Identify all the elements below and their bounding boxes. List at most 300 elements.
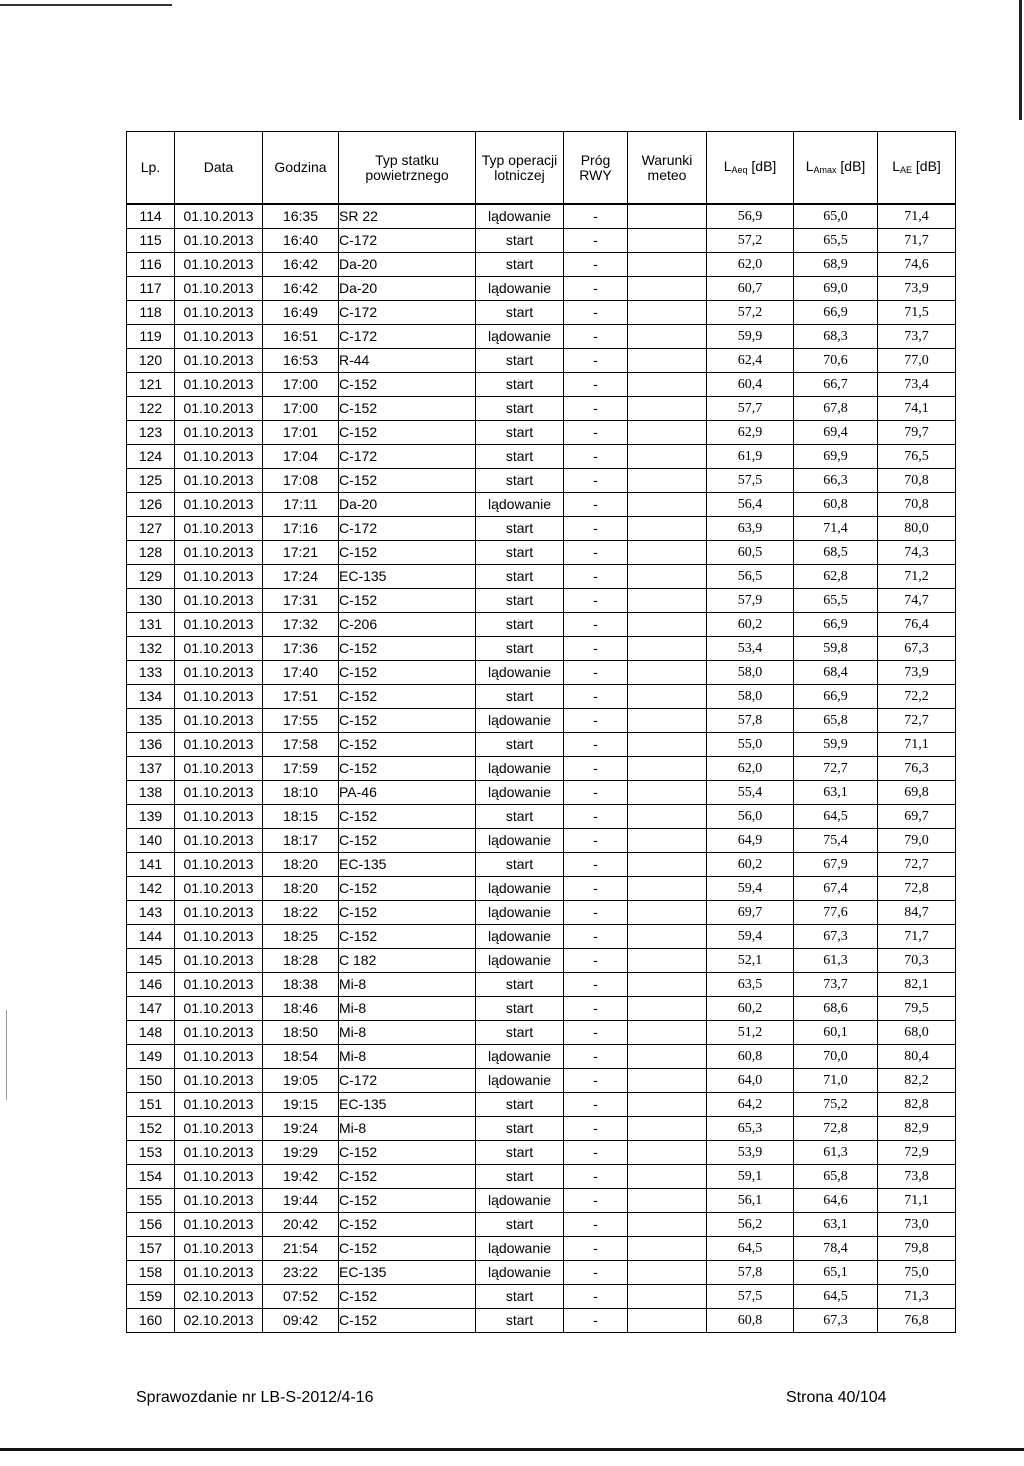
cell-date: 01.10.2013 bbox=[175, 421, 263, 445]
cell-aircraft-type: C-152 bbox=[339, 469, 476, 493]
cell-lp: 140 bbox=[127, 829, 175, 853]
cell-laeq: 62,9 bbox=[707, 421, 794, 445]
cell-lp: 124 bbox=[127, 445, 175, 469]
cell-laeq: 52,1 bbox=[707, 949, 794, 973]
cell-lp: 144 bbox=[127, 925, 175, 949]
cell-date: 02.10.2013 bbox=[175, 1309, 263, 1333]
cell-operation-type: lądowanie bbox=[476, 1237, 564, 1261]
table-row bbox=[127, 397, 956, 421]
cell-laeq: 60,5 bbox=[707, 541, 794, 565]
cell-operation-type: start bbox=[476, 445, 564, 469]
cell-operation-type: start bbox=[476, 469, 564, 493]
cell-aircraft-type: R-44 bbox=[339, 349, 476, 373]
cell-runway-threshold: - bbox=[564, 1309, 628, 1333]
cell-lp: 157 bbox=[127, 1237, 175, 1261]
table-body bbox=[127, 204, 956, 1333]
cell-laeq: 56,1 bbox=[707, 1189, 794, 1213]
cell-weather bbox=[628, 877, 707, 901]
cell-lae: 84,7 bbox=[878, 901, 956, 925]
table-row bbox=[127, 541, 956, 565]
cell-aircraft-type: EC-135 bbox=[339, 853, 476, 877]
cell-runway-threshold: - bbox=[564, 853, 628, 877]
cell-runway-threshold: - bbox=[564, 541, 628, 565]
cell-aircraft-type: Mi-8 bbox=[339, 1117, 476, 1141]
cell-runway-threshold: - bbox=[564, 685, 628, 709]
cell-date: 01.10.2013 bbox=[175, 565, 263, 589]
cell-lae: 74,1 bbox=[878, 397, 956, 421]
cell-date: 01.10.2013 bbox=[175, 757, 263, 781]
cell-time: 18:20 bbox=[263, 853, 339, 877]
cell-laeq: 65,3 bbox=[707, 1117, 794, 1141]
cell-weather bbox=[628, 1021, 707, 1045]
cell-lamax: 67,3 bbox=[794, 1309, 878, 1333]
cell-date: 01.10.2013 bbox=[175, 517, 263, 541]
cell-date: 01.10.2013 bbox=[175, 301, 263, 325]
table-row bbox=[127, 1021, 956, 1045]
cell-operation-type: lądowanie bbox=[476, 877, 564, 901]
cell-weather bbox=[628, 1309, 707, 1333]
cell-laeq: 59,4 bbox=[707, 925, 794, 949]
cell-time: 17:01 bbox=[263, 421, 339, 445]
table-row bbox=[127, 1069, 956, 1093]
cell-laeq: 57,2 bbox=[707, 301, 794, 325]
cell-aircraft-type: Da-20 bbox=[339, 253, 476, 277]
cell-time: 16:42 bbox=[263, 253, 339, 277]
cell-laeq: 63,5 bbox=[707, 973, 794, 997]
cell-aircraft-type: C-152 bbox=[339, 1285, 476, 1309]
cell-lamax: 65,5 bbox=[794, 589, 878, 613]
cell-time: 18:46 bbox=[263, 997, 339, 1021]
cell-lamax: 75,4 bbox=[794, 829, 878, 853]
cell-operation-type: lądowanie bbox=[476, 829, 564, 853]
cell-operation-type: start bbox=[476, 301, 564, 325]
cell-laeq: 64,9 bbox=[707, 829, 794, 853]
cell-operation-type: start bbox=[476, 349, 564, 373]
cell-weather bbox=[628, 973, 707, 997]
table-row bbox=[127, 301, 956, 325]
cell-time: 18:28 bbox=[263, 949, 339, 973]
cell-lamax: 67,3 bbox=[794, 925, 878, 949]
cell-weather bbox=[628, 421, 707, 445]
cell-weather bbox=[628, 613, 707, 637]
cell-lae: 79,8 bbox=[878, 1237, 956, 1261]
cell-lamax: 70,6 bbox=[794, 349, 878, 373]
cell-date: 01.10.2013 bbox=[175, 1093, 263, 1117]
cell-lamax: 69,4 bbox=[794, 421, 878, 445]
cell-weather bbox=[628, 733, 707, 757]
cell-lamax: 65,0 bbox=[794, 204, 878, 229]
cell-time: 17:08 bbox=[263, 469, 339, 493]
cell-lae: 70,8 bbox=[878, 493, 956, 517]
cell-runway-threshold: - bbox=[564, 204, 628, 229]
cell-lamax: 68,9 bbox=[794, 253, 878, 277]
cell-aircraft-type: C-172 bbox=[339, 229, 476, 253]
cell-lp: 156 bbox=[127, 1213, 175, 1237]
cell-lamax: 62,8 bbox=[794, 565, 878, 589]
cell-weather bbox=[628, 565, 707, 589]
cell-lamax: 59,8 bbox=[794, 637, 878, 661]
cell-runway-threshold: - bbox=[564, 877, 628, 901]
cell-lae: 73,0 bbox=[878, 1213, 956, 1237]
cell-lae: 74,7 bbox=[878, 589, 956, 613]
cell-lamax: 65,8 bbox=[794, 709, 878, 733]
cell-date: 01.10.2013 bbox=[175, 397, 263, 421]
cell-lae: 73,9 bbox=[878, 661, 956, 685]
cell-runway-threshold: - bbox=[564, 1189, 628, 1213]
cell-lae: 75,0 bbox=[878, 1261, 956, 1285]
cell-time: 17:36 bbox=[263, 637, 339, 661]
table-row bbox=[127, 1189, 956, 1213]
cell-lae: 76,3 bbox=[878, 757, 956, 781]
cell-weather bbox=[628, 1093, 707, 1117]
cell-lae: 69,8 bbox=[878, 781, 956, 805]
cell-lp: 139 bbox=[127, 805, 175, 829]
cell-lae: 82,1 bbox=[878, 973, 956, 997]
cell-time: 17:40 bbox=[263, 661, 339, 685]
cell-laeq: 62,0 bbox=[707, 253, 794, 277]
cell-lamax: 70,0 bbox=[794, 1045, 878, 1069]
cell-lae: 71,4 bbox=[878, 204, 956, 229]
cell-operation-type: lądowanie bbox=[476, 325, 564, 349]
cell-operation-type: start bbox=[476, 1165, 564, 1189]
cell-laeq: 60,2 bbox=[707, 997, 794, 1021]
cell-lamax: 59,9 bbox=[794, 733, 878, 757]
cell-lamax: 67,4 bbox=[794, 877, 878, 901]
cell-lp: 121 bbox=[127, 373, 175, 397]
cell-lp: 138 bbox=[127, 781, 175, 805]
cell-aircraft-type: C-152 bbox=[339, 805, 476, 829]
cell-weather bbox=[628, 253, 707, 277]
cell-aircraft-type: C-152 bbox=[339, 901, 476, 925]
cell-aircraft-type: C-152 bbox=[339, 1165, 476, 1189]
cell-aircraft-type: C-152 bbox=[339, 421, 476, 445]
cell-lae: 72,8 bbox=[878, 877, 956, 901]
cell-operation-type: lądowanie bbox=[476, 901, 564, 925]
cell-date: 01.10.2013 bbox=[175, 277, 263, 301]
table-row bbox=[127, 1309, 956, 1333]
cell-lamax: 66,9 bbox=[794, 685, 878, 709]
top-rule bbox=[0, 4, 172, 6]
cell-time: 07:52 bbox=[263, 1285, 339, 1309]
cell-date: 01.10.2013 bbox=[175, 781, 263, 805]
cell-time: 17:31 bbox=[263, 589, 339, 613]
cell-time: 19:24 bbox=[263, 1117, 339, 1141]
cell-time: 18:17 bbox=[263, 829, 339, 853]
cell-time: 17:58 bbox=[263, 733, 339, 757]
cell-aircraft-type: C-152 bbox=[339, 829, 476, 853]
cell-lae: 74,6 bbox=[878, 253, 956, 277]
cell-aircraft-type: PA-46 bbox=[339, 781, 476, 805]
cell-lp: 150 bbox=[127, 1069, 175, 1093]
cell-weather bbox=[628, 1069, 707, 1093]
cell-lamax: 67,8 bbox=[794, 397, 878, 421]
cell-date: 01.10.2013 bbox=[175, 973, 263, 997]
cell-operation-type: lądowanie bbox=[476, 781, 564, 805]
cell-lamax: 66,3 bbox=[794, 469, 878, 493]
cell-weather bbox=[628, 1165, 707, 1189]
cell-runway-threshold: - bbox=[564, 661, 628, 685]
cell-date: 01.10.2013 bbox=[175, 949, 263, 973]
cell-date: 01.10.2013 bbox=[175, 325, 263, 349]
cell-operation-type: lądowanie bbox=[476, 1189, 564, 1213]
cell-runway-threshold: - bbox=[564, 949, 628, 973]
cell-aircraft-type: Da-20 bbox=[339, 493, 476, 517]
table-row bbox=[127, 565, 956, 589]
cell-time: 21:54 bbox=[263, 1237, 339, 1261]
cell-date: 02.10.2013 bbox=[175, 1285, 263, 1309]
cell-runway-threshold: - bbox=[564, 445, 628, 469]
cell-date: 01.10.2013 bbox=[175, 445, 263, 469]
cell-lae: 71,1 bbox=[878, 733, 956, 757]
cell-operation-type: start bbox=[476, 733, 564, 757]
cell-time: 20:42 bbox=[263, 1213, 339, 1237]
cell-lamax: 72,8 bbox=[794, 1117, 878, 1141]
cell-time: 18:10 bbox=[263, 781, 339, 805]
table-row bbox=[127, 229, 956, 253]
report-number: Sprawozdanie nr LB-S-2012/4-16 bbox=[136, 1389, 374, 1406]
cell-lp: 154 bbox=[127, 1165, 175, 1189]
cell-laeq: 57,5 bbox=[707, 1285, 794, 1309]
cell-aircraft-type: C-152 bbox=[339, 1141, 476, 1165]
cell-lamax: 65,1 bbox=[794, 1261, 878, 1285]
cell-laeq: 60,4 bbox=[707, 373, 794, 397]
cell-lamax: 67,9 bbox=[794, 853, 878, 877]
cell-lae: 72,7 bbox=[878, 853, 956, 877]
cell-date: 01.10.2013 bbox=[175, 1021, 263, 1045]
cell-laeq: 56,9 bbox=[707, 204, 794, 229]
cell-operation-type: lądowanie bbox=[476, 1069, 564, 1093]
cell-operation-type: start bbox=[476, 589, 564, 613]
cell-laeq: 64,0 bbox=[707, 1069, 794, 1093]
cell-date: 01.10.2013 bbox=[175, 829, 263, 853]
cell-date: 01.10.2013 bbox=[175, 349, 263, 373]
cell-aircraft-type: Mi-8 bbox=[339, 1021, 476, 1045]
cell-weather bbox=[628, 709, 707, 733]
cell-weather bbox=[628, 517, 707, 541]
table-row bbox=[127, 445, 956, 469]
cell-operation-type: start bbox=[476, 613, 564, 637]
cell-operation-type: lądowanie bbox=[476, 1045, 564, 1069]
cell-weather bbox=[628, 781, 707, 805]
cell-laeq: 53,9 bbox=[707, 1141, 794, 1165]
cell-date: 01.10.2013 bbox=[175, 853, 263, 877]
cell-lae: 72,2 bbox=[878, 685, 956, 709]
cell-aircraft-type: Mi-8 bbox=[339, 1045, 476, 1069]
cell-weather bbox=[628, 1285, 707, 1309]
cell-lp: 149 bbox=[127, 1045, 175, 1069]
cell-aircraft-type: C-152 bbox=[339, 541, 476, 565]
table-row bbox=[127, 277, 956, 301]
cell-lae: 73,7 bbox=[878, 325, 956, 349]
cell-runway-threshold: - bbox=[564, 421, 628, 445]
table-row bbox=[127, 757, 956, 781]
header-operation-type: Typ operacji lotniczej bbox=[476, 132, 564, 205]
table-row bbox=[127, 517, 956, 541]
cell-lp: 127 bbox=[127, 517, 175, 541]
cell-date: 01.10.2013 bbox=[175, 685, 263, 709]
cell-runway-threshold: - bbox=[564, 733, 628, 757]
table-row bbox=[127, 661, 956, 685]
cell-operation-type: start bbox=[476, 1141, 564, 1165]
cell-aircraft-type: C-152 bbox=[339, 685, 476, 709]
header-laeq: $L_{Aeq}$ [dB] bbox=[707, 132, 794, 205]
cell-weather bbox=[628, 397, 707, 421]
cell-lae: 71,5 bbox=[878, 301, 956, 325]
cell-laeq: 55,0 bbox=[707, 733, 794, 757]
cell-time: 19:42 bbox=[263, 1165, 339, 1189]
cell-aircraft-type: C-152 bbox=[339, 733, 476, 757]
cell-weather bbox=[628, 661, 707, 685]
table-row bbox=[127, 853, 956, 877]
cell-weather bbox=[628, 829, 707, 853]
cell-runway-threshold: - bbox=[564, 781, 628, 805]
cell-date: 01.10.2013 bbox=[175, 493, 263, 517]
cell-aircraft-type: C-152 bbox=[339, 1309, 476, 1333]
cell-operation-type: start bbox=[476, 637, 564, 661]
cell-runway-threshold: - bbox=[564, 493, 628, 517]
cell-lamax: 71,4 bbox=[794, 517, 878, 541]
cell-time: 18:38 bbox=[263, 973, 339, 997]
cell-lae: 73,4 bbox=[878, 373, 956, 397]
cell-lae: 71,2 bbox=[878, 565, 956, 589]
cell-aircraft-type: C-152 bbox=[339, 877, 476, 901]
cell-aircraft-type: Mi-8 bbox=[339, 973, 476, 997]
cell-laeq: 56,0 bbox=[707, 805, 794, 829]
cell-lamax: 72,7 bbox=[794, 757, 878, 781]
cell-aircraft-type: SR 22 bbox=[339, 204, 476, 229]
cell-weather bbox=[628, 541, 707, 565]
cell-lae: 71,7 bbox=[878, 925, 956, 949]
cell-time: 19:29 bbox=[263, 1141, 339, 1165]
cell-operation-type: lądowanie bbox=[476, 757, 564, 781]
cell-operation-type: lądowanie bbox=[476, 1261, 564, 1285]
cell-weather bbox=[628, 325, 707, 349]
cell-lamax: 61,3 bbox=[794, 1141, 878, 1165]
cell-weather bbox=[628, 204, 707, 229]
cell-aircraft-type: EC-135 bbox=[339, 1093, 476, 1117]
cell-weather bbox=[628, 229, 707, 253]
cell-aircraft-type: C-152 bbox=[339, 709, 476, 733]
cell-operation-type: start bbox=[476, 253, 564, 277]
cell-operation-type: start bbox=[476, 853, 564, 877]
cell-aircraft-type: C-172 bbox=[339, 301, 476, 325]
cell-runway-threshold: - bbox=[564, 829, 628, 853]
cell-aircraft-type: EC-135 bbox=[339, 1261, 476, 1285]
cell-time: 16:53 bbox=[263, 349, 339, 373]
header-date: Data bbox=[175, 132, 263, 205]
cell-lp: 141 bbox=[127, 853, 175, 877]
cell-time: 17:16 bbox=[263, 517, 339, 541]
cell-lamax: 63,1 bbox=[794, 781, 878, 805]
cell-lp: 159 bbox=[127, 1285, 175, 1309]
cell-runway-threshold: - bbox=[564, 1093, 628, 1117]
cell-laeq: 57,8 bbox=[707, 709, 794, 733]
cell-lp: 153 bbox=[127, 1141, 175, 1165]
cell-lp: 120 bbox=[127, 349, 175, 373]
cell-operation-type: start bbox=[476, 373, 564, 397]
cell-lp: 143 bbox=[127, 901, 175, 925]
cell-lamax: 71,0 bbox=[794, 1069, 878, 1093]
cell-operation-type: start bbox=[476, 685, 564, 709]
cell-lamax: 69,0 bbox=[794, 277, 878, 301]
cell-operation-type: start bbox=[476, 1117, 564, 1141]
cell-lp: 134 bbox=[127, 685, 175, 709]
cell-runway-threshold: - bbox=[564, 253, 628, 277]
cell-lamax: 60,8 bbox=[794, 493, 878, 517]
cell-laeq: 61,9 bbox=[707, 445, 794, 469]
table-row bbox=[127, 1261, 956, 1285]
cell-lamax: 75,2 bbox=[794, 1093, 878, 1117]
cell-lamax: 68,3 bbox=[794, 325, 878, 349]
cell-lp: 152 bbox=[127, 1117, 175, 1141]
table-row bbox=[127, 589, 956, 613]
cell-time: 23:22 bbox=[263, 1261, 339, 1285]
cell-weather bbox=[628, 637, 707, 661]
cell-laeq: 59,9 bbox=[707, 325, 794, 349]
cell-laeq: 57,8 bbox=[707, 1261, 794, 1285]
cell-aircraft-type: C-152 bbox=[339, 925, 476, 949]
cell-lp: 128 bbox=[127, 541, 175, 565]
cell-lp: 151 bbox=[127, 1093, 175, 1117]
cell-aircraft-type: EC-135 bbox=[339, 565, 476, 589]
table-row bbox=[127, 733, 956, 757]
cell-lp: 158 bbox=[127, 1261, 175, 1285]
cell-aircraft-type: C-152 bbox=[339, 1213, 476, 1237]
cell-lp: 136 bbox=[127, 733, 175, 757]
cell-aircraft-type: C-152 bbox=[339, 373, 476, 397]
header-runway-threshold: Próg RWY bbox=[564, 132, 628, 205]
cell-runway-threshold: - bbox=[564, 373, 628, 397]
cell-time: 17:51 bbox=[263, 685, 339, 709]
cell-operation-type: start bbox=[476, 805, 564, 829]
cell-runway-threshold: - bbox=[564, 973, 628, 997]
table-row bbox=[127, 877, 956, 901]
cell-time: 19:05 bbox=[263, 1069, 339, 1093]
cell-laeq: 57,5 bbox=[707, 469, 794, 493]
cell-laeq: 60,7 bbox=[707, 277, 794, 301]
cell-laeq: 60,8 bbox=[707, 1309, 794, 1333]
cell-date: 01.10.2013 bbox=[175, 997, 263, 1021]
cell-aircraft-type: C 182 bbox=[339, 949, 476, 973]
cell-laeq: 62,4 bbox=[707, 349, 794, 373]
cell-time: 16:40 bbox=[263, 229, 339, 253]
right-edge-rule bbox=[1019, 0, 1022, 120]
cell-runway-threshold: - bbox=[564, 1261, 628, 1285]
cell-time: 16:35 bbox=[263, 204, 339, 229]
cell-weather bbox=[628, 805, 707, 829]
cell-lp: 114 bbox=[127, 204, 175, 229]
cell-lae: 72,9 bbox=[878, 1141, 956, 1165]
cell-lamax: 64,5 bbox=[794, 1285, 878, 1309]
cell-lamax: 60,1 bbox=[794, 1021, 878, 1045]
cell-operation-type: start bbox=[476, 997, 564, 1021]
table-row bbox=[127, 373, 956, 397]
cell-operation-type: lądowanie bbox=[476, 709, 564, 733]
cell-lae: 74,3 bbox=[878, 541, 956, 565]
cell-lae: 73,9 bbox=[878, 277, 956, 301]
cell-lp: 116 bbox=[127, 253, 175, 277]
cell-lp: 118 bbox=[127, 301, 175, 325]
table-row bbox=[127, 781, 956, 805]
header-lae: $L_{AE}$ [dB] bbox=[878, 132, 956, 205]
cell-laeq: 60,2 bbox=[707, 853, 794, 877]
cell-lae: 71,7 bbox=[878, 229, 956, 253]
table-row bbox=[127, 1237, 956, 1261]
cell-aircraft-type: C-172 bbox=[339, 445, 476, 469]
cell-runway-threshold: - bbox=[564, 517, 628, 541]
cell-lae: 76,4 bbox=[878, 613, 956, 637]
cell-runway-threshold: - bbox=[564, 229, 628, 253]
